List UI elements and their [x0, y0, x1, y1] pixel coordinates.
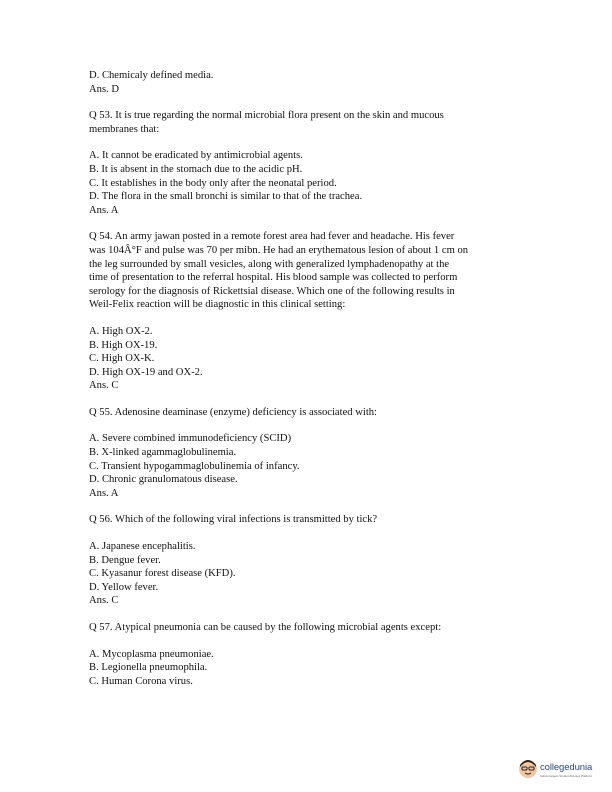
text-line: A. Japanese encephalitis. [89, 541, 196, 553]
text-block [89, 149, 529, 217]
text-line: C. Kyasanur forest disease (KFD). [89, 568, 236, 580]
text-block [89, 69, 529, 96]
text-line: Q 55. Adenosine deaminase (enzyme) deficiency is associated with: [89, 406, 377, 418]
text-line: A. High OX-2. [89, 325, 153, 337]
text-line: D. Chronic granulomatous disease. [89, 474, 238, 486]
text-line: Ans. A [89, 487, 119, 499]
text-block [89, 109, 529, 136]
text-block [89, 230, 529, 312]
text-line: Q 53. It is true regarding the normal microbial flora present on the skin and mucous [89, 110, 444, 122]
block-gap [89, 527, 529, 540]
text-line: Ans. A [89, 204, 119, 216]
block-gap [89, 312, 529, 325]
text-line: D. High OX-19 and OX-2. [89, 366, 203, 378]
text-line: D. Yellow fever. [89, 581, 159, 593]
text-block [89, 540, 529, 608]
text-line: C. Human Corona virus. [89, 675, 193, 687]
text-line: B. Legionella pneumophila. [89, 662, 208, 674]
text-block [89, 621, 529, 635]
text-line: the leg surrounded by small vesicles, along with generalized lymphadenopathy at the [89, 258, 450, 270]
block-gap [89, 217, 529, 230]
block-gap [89, 419, 529, 432]
text-block [89, 432, 529, 500]
block-gap [89, 608, 529, 621]
text-line: time of presentation to the referral hospital. His blood sample was collected to perform [89, 272, 458, 284]
text-line: C. High OX-K. [89, 353, 155, 365]
text-line: B. High OX-19. [89, 339, 158, 351]
text-line: serology for the diagnosis of Rickettsial disease. Which one of the following results in [89, 285, 455, 297]
text-line: Q 56. Which of the following viral infections is transmitted by tick? [89, 514, 378, 526]
text-line: was 104Â°F and pulse was 70 per mibn. He had an erythematous lesion of about 1 cm on [89, 244, 469, 256]
text-line: C. It establishes in the body only after the neonatal period. [89, 177, 337, 189]
collegedunia-logo [518, 757, 608, 787]
document-body [89, 69, 529, 688]
text-line: membranes that: [89, 123, 160, 135]
text-line: Ans. C [89, 595, 119, 607]
block-gap [89, 96, 529, 109]
mascot-icon [518, 759, 538, 779]
text-line: A. Severe combined immunodeficiency (SCID) [89, 433, 292, 445]
text-line: Ans. D [89, 83, 120, 95]
text-line: B. Dengue fever. [89, 554, 161, 566]
text-line: B. It is absent in the stomach due to the acidic pH. [89, 163, 303, 175]
text-block [89, 406, 529, 420]
text-line: D. Chemicaly defined media. [89, 70, 214, 81]
block-gap [89, 136, 529, 149]
text-line: C. Transient hypogammaglobulinemia of infancy. [89, 460, 300, 472]
block-gap [89, 500, 529, 513]
text-line: Q 54. An army jawan posted in a remote forest area had fever and headache. His fever [89, 231, 455, 243]
logo-name: collegedunia [540, 762, 593, 773]
text-line: Weil-Felix reaction will be diagnostic in this clinical setting: [89, 299, 346, 311]
text-line: A. Mycoplasma pneumoniae. [89, 648, 214, 660]
text-line: A. It cannot be eradicated by antimicrobial agents. [89, 150, 303, 162]
text-block [89, 325, 529, 393]
text-line: Ans. C [89, 380, 119, 392]
text-line: D. The flora in the small bronchi is similar to that of the trachea. [89, 191, 363, 203]
text-line: Q 57. Atypical pneumonia can be caused by the following microbial agents except: [89, 622, 442, 633]
text-block [89, 513, 529, 527]
text-block [89, 648, 529, 689]
logo-tagline: India's largest Student Review Platform [540, 774, 593, 778]
block-gap [89, 635, 529, 648]
block-gap [89, 393, 529, 406]
text-line: B. X-linked agammaglobulinemia. [89, 447, 237, 459]
